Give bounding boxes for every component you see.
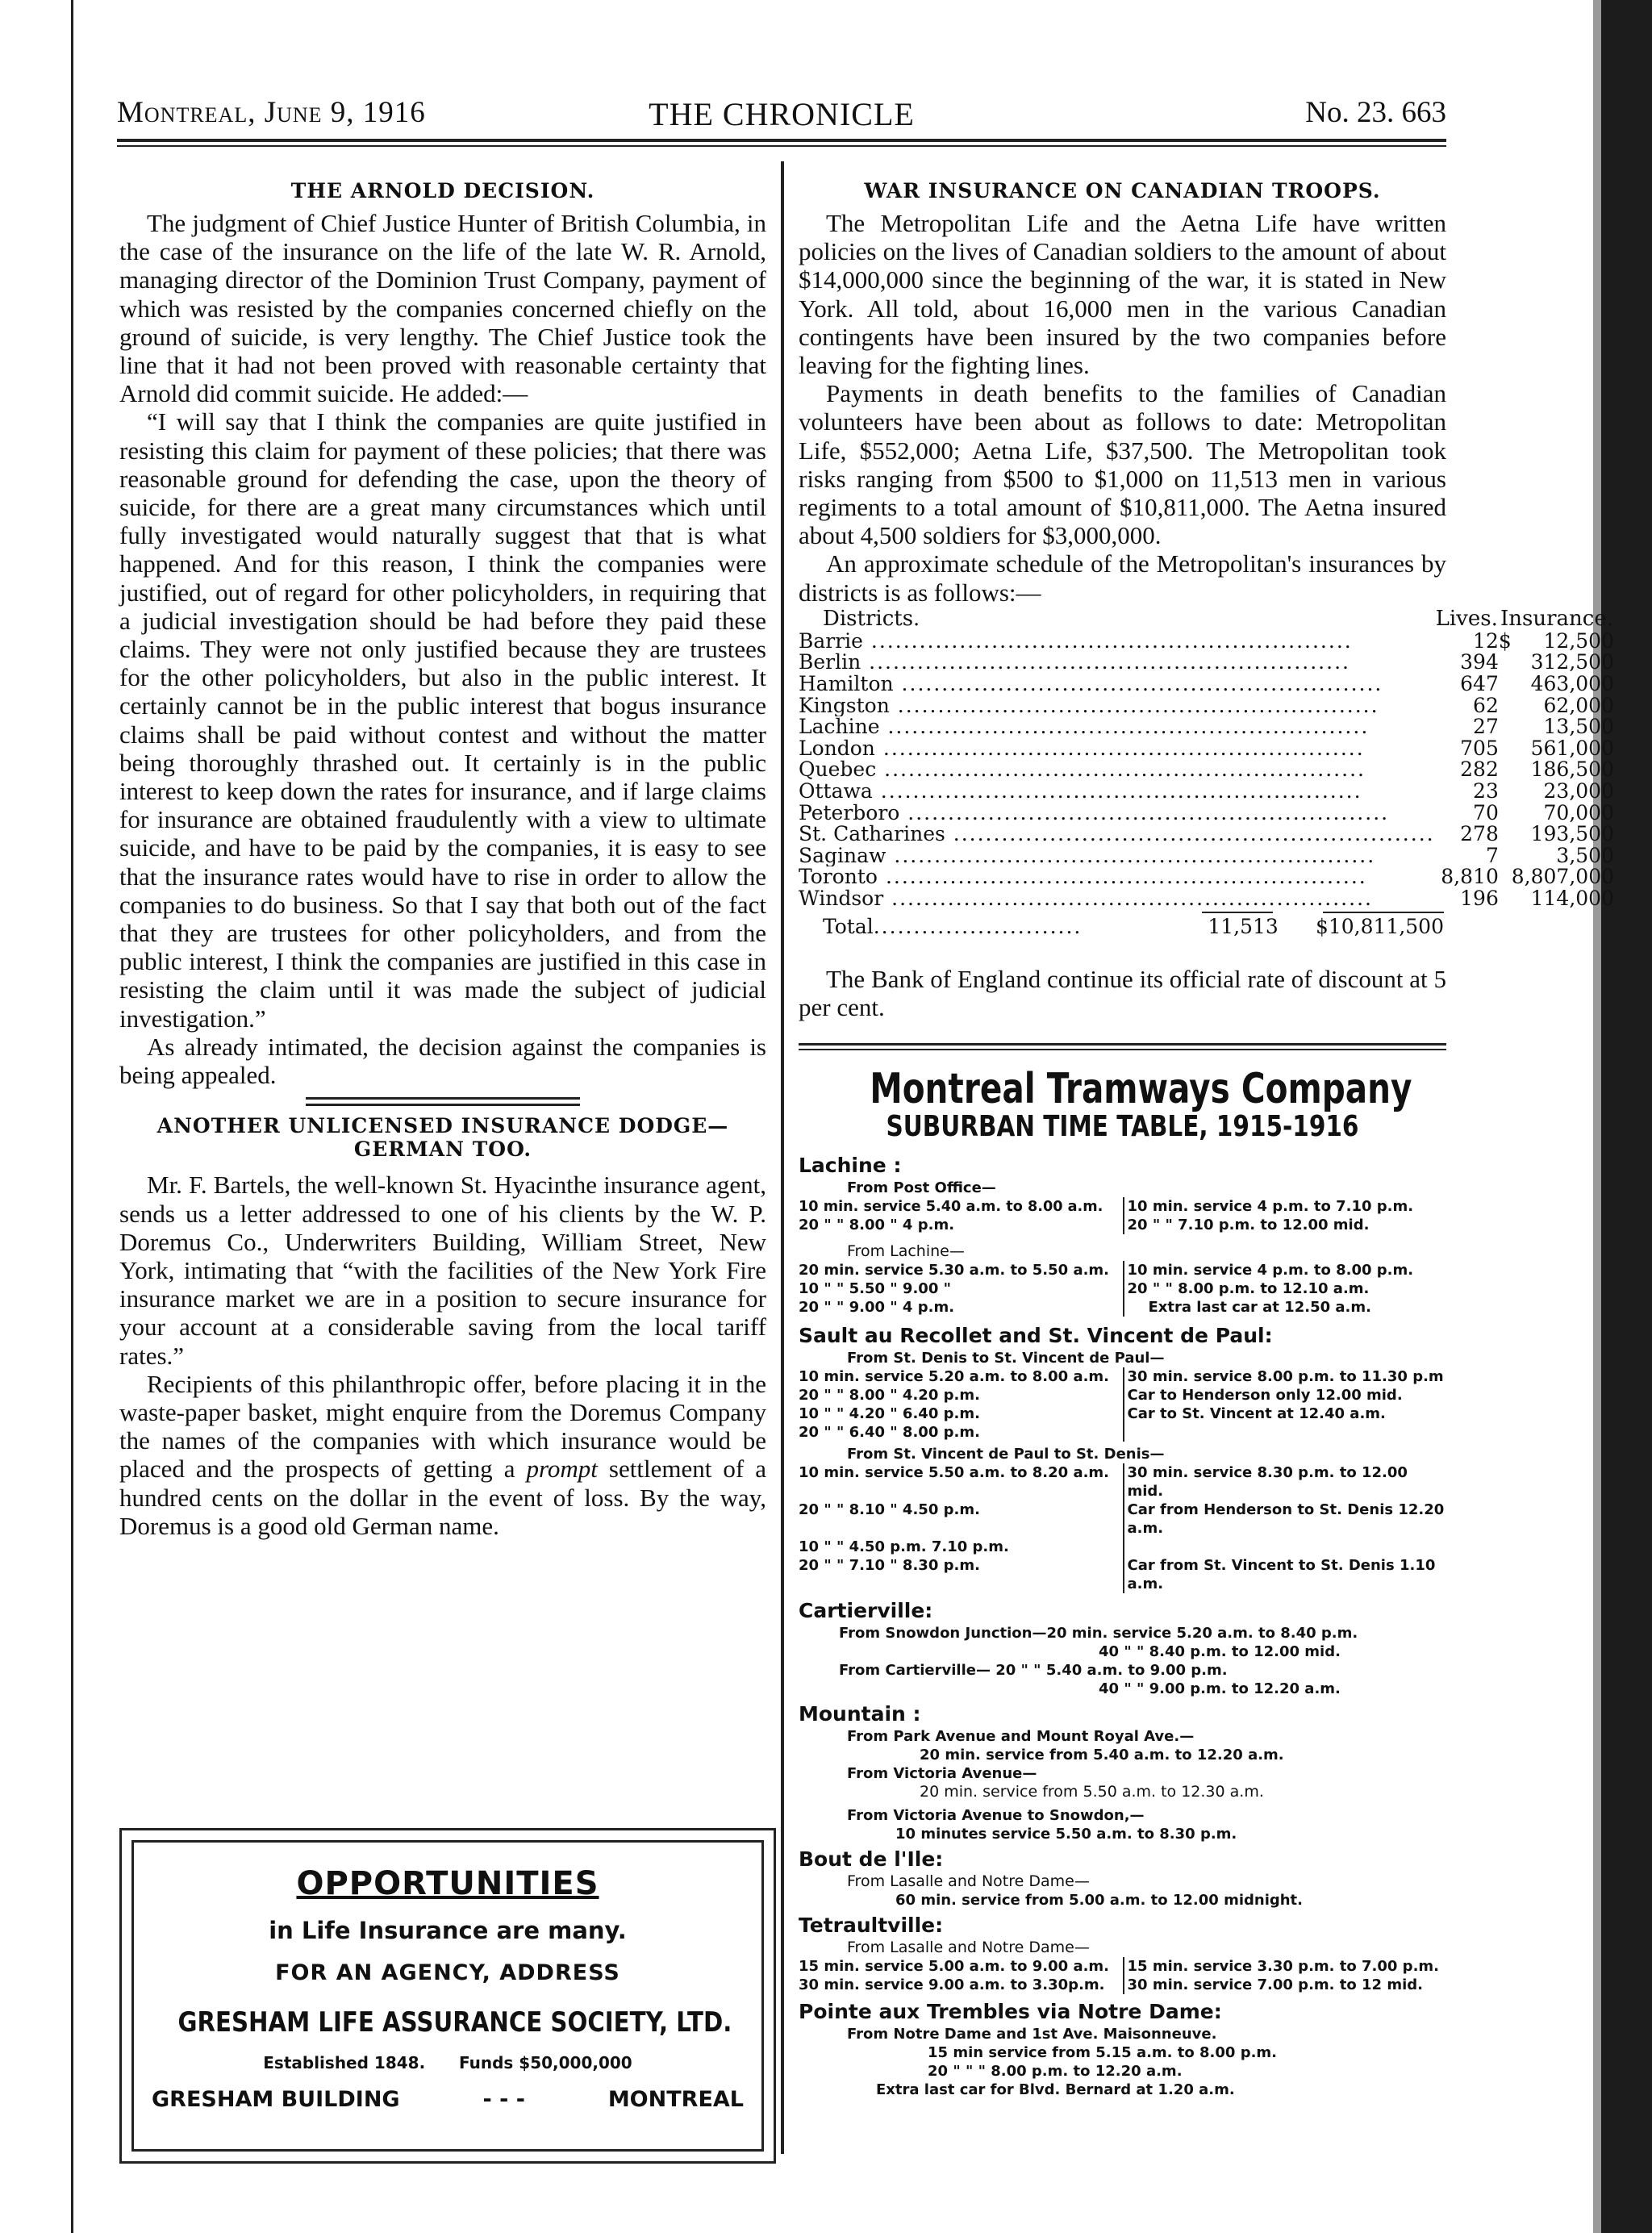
war-paragraph-2: Payments in death benefits to the families of Canadian volunteers have been about as follows to date: Metropolitan Life, $552,000; Aetna Life, $37,500. The Metropolitan took risks ranging from $500 to $1,000 on 11,513 men in various regiments to a total amount of $10,811,000. The Aetna insured about 4,500 soldiers for $3,000,000.: [799, 379, 1446, 550]
column-divider: [781, 161, 784, 2154]
st-denis-times: 10 min. service 5.20 a.m. to 8.00 a.m. 30 min. service 8.00 p.m. to 11.30 p.m 20 " " 8.00 " 4.20 p.m. Car to Henderson only 12.00 mid. 10 " " 4.20 " 6.40 p.m. Car to St. Vincent at 12.40 a.m. 20 " " 6.40 " 8.00 p.m.: [799, 1367, 1446, 1442]
district-lives: 27: [1473, 715, 1499, 739]
district-insurance: 8,807,000: [1511, 865, 1614, 889]
district-name: Berlin ............................................................: [799, 652, 1350, 674]
ad-address-line: [134, 2087, 761, 2112]
arnold-paragraph-1: The judgment of Chief Justice Hunter of British Columbia, in the case of the insurance on the life of the late W. R. Arnold, managing director of the Dominion Trust Company, payment of which was resisted by the companies concerned chiefly on the ground of suicide, is very lengthy. The Chief Justice took the line that it had not been proved with reasonable certainty that Arnold did commit suicide. He added:—: [119, 209, 766, 408]
district-name: Quebec ............................................................: [799, 759, 1366, 781]
ad-title: OPPORTUNITIES: [296, 1865, 599, 1902]
table-row: [799, 824, 1614, 845]
post-office-times: 10 min. service 5.40 a.m. to 8.00 a.m. 10 min. service 4 p.m. to 7.10 p.m. 20 " " 8.00 " 4 p.m. 20 " " 7.10 p.m. to 12.00 mid.: [799, 1197, 1446, 1234]
from-st-vincent: From St. Vincent de Paul to St. Denis—: [847, 1445, 1165, 1463]
district-lives: 282: [1460, 758, 1499, 782]
tram-title: Montreal Tramways Company: [870, 1064, 1412, 1113]
from-lachine: From Lachine—: [847, 1242, 965, 1260]
district-insurance: 23,000: [1543, 779, 1614, 803]
emphasis-prompt: prompt: [526, 1455, 598, 1484]
district-insurance: 3,500: [1556, 843, 1614, 867]
district-insurance: 561,000: [1530, 736, 1614, 760]
district-lives: 7: [1485, 843, 1499, 867]
currency-sign: [1499, 824, 1512, 845]
lachine-times: 20 min. service 5.30 a.m. to 5.50 a.m. 10 min. service 4 p.m. to 8.00 p.m. 10 " " 5.50 " 9.00 " 20 " " 8.00 p.m. to 12.10 a.m. 20 " " 9.00 " 4 p.m. Extra last car at 12.50 a.m.: [799, 1261, 1446, 1317]
right-column: [799, 173, 1614, 2099]
tram-subtitle: SUBURBAN TIME TABLE, 1915-1916: [886, 1109, 1359, 1143]
district-name: Kingston ............................................................: [799, 695, 1379, 717]
section-sault: Sault au Recollet and St. Vincent de Paul:: [799, 1323, 1273, 1347]
total-rules: [799, 910, 1446, 916]
district-insurance: 114,000: [1530, 886, 1614, 910]
currency-sign: [1499, 803, 1512, 824]
currency-sign: [1499, 652, 1512, 674]
district-name: Windsor ............................................................: [799, 887, 1373, 910]
war-paragraph-1: The Metropolitan Life and the Aetna Life have written policies on the lives of Canadian soldiers to the amount of about $14,000,000 since the beginning of the war, it is stated in New York. All told, about 16,000 men in the various Canadian contingents have been insured by the two companies before leaving for the fighting lines.: [799, 209, 1446, 380]
district-name: Toronto ............................................................: [799, 866, 1367, 888]
section-separator: [306, 1097, 580, 1106]
page-fold-line: [71, 0, 73, 2233]
dodge-paragraph-2: Recipients of this philanthropic offer, before placing it in the waste-paper basket, might enquire from the Doremus Company the names of the companies with which insurance would be placed and the prospects of getting a prompt settlement of a hundred cents on the dollar in the event of loss. By the way, Doremus is a good old German name.: [119, 1369, 766, 1540]
district-insurance: 463,000: [1530, 672, 1614, 696]
tetraultville-times: 15 min. service 5.00 a.m. to 9.00 a.m. 15 min. service 3.30 p.m. to 7.00 p.m. 30 min. service 9.00 a.m. to 3.30p.m. 30 min. service 7.00 p.m. to 12 mid.: [799, 1957, 1446, 1994]
page-edge-shadow: [1593, 0, 1601, 2233]
district-lives: 278: [1460, 822, 1499, 846]
total-label: Total: [823, 916, 874, 938]
table-row: [799, 652, 1614, 674]
table-row: [799, 866, 1614, 888]
section-lachine: Lachine :: [799, 1153, 902, 1177]
district-name: St. Catharines ............................................................: [799, 824, 1435, 845]
currency-sign: [1499, 888, 1512, 910]
ad-company-name: GRESHAM LIFE ASSURANCE SOCIETY, LTD.: [177, 2006, 732, 2039]
tram-separator: [799, 1043, 1446, 1050]
bank-paragraph: The Bank of England continue its official rate of discount at 5 per cent.: [799, 965, 1446, 1022]
district-lives: 70: [1473, 800, 1499, 824]
header-insurance: Insurance.: [1500, 606, 1613, 631]
war-heading: WAR INSURANCE ON CANADIAN TROOPS.: [864, 179, 1381, 202]
district-insurance: 70,000: [1543, 800, 1614, 824]
district-lives: 12: [1473, 628, 1499, 653]
currency-sign: [1499, 845, 1512, 867]
arnold-heading: THE ARNOLD DECISION.: [290, 179, 595, 202]
dodge-paragraph-1: Mr. F. Bartels, the well-known St. Hyacinthe insurance agent, sends us a letter addressed to one of his clients by the W. P. Doremus Co., Underwriters Building, William Street, New York, intimating that “with the facilities of the New York Fire insurance market we are in a position to secure insurance for your account at a considerable saving from the local tariff rates.”: [119, 1171, 766, 1370]
currency-sign: [1499, 674, 1512, 695]
table-total-row: Total.......................... 11,513 $10,811,500: [823, 914, 1444, 938]
district-lives: 196: [1460, 886, 1499, 910]
header-lives: Lives.: [1435, 606, 1498, 631]
currency-sign: [1499, 716, 1512, 738]
table-row: [799, 845, 1614, 867]
currency-sign: [1499, 866, 1512, 888]
header-rule-thin: [117, 145, 1446, 147]
district-lives: 394: [1460, 650, 1499, 674]
section-pointe-aux-trembles: Pointe aux Trembles via Notre Dame:: [799, 1999, 1222, 2023]
district-name: Barrie ............................................................: [799, 630, 1353, 653]
district-name: Saginaw ............................................................: [799, 845, 1376, 867]
dodge-heading-line-1: ANOTHER UNLICENSED INSURANCE DODGE—: [156, 1114, 729, 1138]
page-edge-dark: [1601, 0, 1652, 2233]
district-insurance: 62,000: [1543, 693, 1614, 717]
district-name: London ............................................................: [799, 737, 1365, 760]
running-header: [117, 95, 1446, 136]
arnold-paragraph-3: As already intimated, the decision against the companies is being appealed.: [119, 1032, 766, 1090]
total-lives: 11,513: [1208, 914, 1279, 938]
table-row: [799, 631, 1614, 653]
district-lives: 62: [1473, 693, 1499, 717]
war-paragraph-3: An approximate schedule of the Metropolitan's insurances by districts is as follows:—: [799, 549, 1446, 607]
header-title: THE CHRONICLE: [649, 96, 915, 132]
ad-agency-line: FOR AN AGENCY, ADDRESS: [275, 1960, 620, 1985]
district-insurance: 312,500: [1530, 650, 1614, 674]
currency-sign: [1499, 759, 1512, 781]
district-lives: 647: [1460, 672, 1499, 696]
currency-sign: [1499, 695, 1512, 717]
table-row: [799, 888, 1614, 910]
gresham-advertisement: [119, 1828, 776, 2164]
district-total-table: [799, 916, 1444, 938]
arnold-paragraph-2: “I will say that I think the companies are quite justified in resisting this claim for payment of these policies; that there was reasonable ground for defending the case, upon the theory of suicide, for there are a great many circumstances which until fully investigated would naturally suggest that that is what happened. And for this reason, I think the companies were justified, out of regard for other policyholders, in requiring that a judicial investigation should be had before they paid these claims. They were not only justified because they are trustees for the other policyholders, but also in the public interest. It certainly cannot be in the public interest that bogus insurance claims shall be paid without contest and without the matter being thoroughly thrashed out. It certainly is in the public interest to keep down the rates for insurance, and if large claims for insurance are obtained fraudulently with a view to ultimate suicide, and have to be paid by the companies, it is easy to see that the insurance rates would have to rise in order to allow the companies to do business. So that I say that both out of the fact that they are trustees for other policyholders, and from the public interest, I think the companies are justified in this case in resisting the claim until it was made the subject of judicial investigation.”: [119, 407, 766, 1033]
section-bout-de-lile: Bout de l'Ile:: [799, 1847, 944, 1871]
district-name: Hamilton ............................................................: [799, 674, 1383, 695]
district-insurance: 193,500: [1530, 822, 1614, 846]
from-st-denis: From St. Denis to St. Vincent de Paul—: [847, 1349, 1165, 1367]
table-row: [799, 781, 1614, 803]
header-date: Montreal, June 9, 1916: [117, 96, 426, 129]
table-row: [799, 716, 1614, 738]
table-row: [799, 695, 1614, 717]
header-rule: [117, 139, 1446, 142]
district-lives: 705: [1460, 736, 1499, 760]
district-name: Lachine ............................................................: [799, 716, 1370, 738]
currency-sign: [1499, 781, 1512, 803]
from-post-office: From Post Office—: [847, 1179, 996, 1196]
table-row: [799, 803, 1614, 824]
ad-subtitle: in Life Insurance are many.: [269, 1917, 627, 1944]
section-cartierville: Cartierville:: [799, 1598, 933, 1622]
district-insurance: 186,500: [1530, 758, 1614, 782]
district-schedule-table: [799, 607, 1614, 910]
ad-city: MONTREAL: [607, 2087, 744, 2112]
header-districts: Districts.: [823, 606, 920, 631]
dodge-heading-line-2: GERMAN TOO.: [353, 1137, 532, 1162]
tramways-timetable: Montreal Tramways Company SUBURBAN TIME TABLE, 1915-1916 Lachine : From Post Office— 10 min. service 5.40 a.m. to 8.00 a.m. 10 min. service 4 p.m. to 7.10 p.m. 20 " " 8.00 " 4 p.m. 20 " " 7.10 p.m. to 12.00 mid. From Lachine— 20 min. service 5.30 a.m. to 5.50 a.m. 10 min. service 4 p.m. to 8.00 p.m. 10 " " 5.50 " 9.00 " 20 " " 8.00 p.m. to 12.10 a.m. 20 " " 9.00 " 4 p.m. Extra last car at 12.50 a.m. Sault au Recollet and St. Vincent de Paul: From St. Denis to St. Vincent de Paul— 10 min. service 5.20 a.m. to 8.00 a.m. 30 min. service 8.00 p.m. to 11.30 p.m 20 " " 8.00 " 4.20 p.m. Car to Henderson only 12.00 mid. 10 " " 4.20 " 6.40 p.m. Car to St. Vincent at 12.40 a.m. 20 " " 6.40 " 8.00 p.m. From St. Vincent de Paul to St. Denis— 10 min. service 5.50 a.m. to 8.20 a.m. 30 min. service 8.30 p.m. to 12.00 mid. 20 " " 8.10 " 4.50 p.m. Car from Henderson to St. Denis 12.20 a.m. 10 " " 4.50 p.m. 7.10 p.m. 20 " " 7.10 " 8.30 p.m. Car from St. Vincent to St. Denis 1.10 a.m. Cartierville: From Snowdon Junction—20 min. service 5.20 a.m. to 8.40 p.m. 40 " " 8.40 p.m. to 12.00 mid. From Cartierville— 20 " " 5.40 a.m. to 9.00 p.m. 40 " " 9.00 p.m. to 12.20 a.m. Mountain : From Park Avenue and Mount Royal Ave.— 20 min. service from 5.40 a.m. to 12.20 a.m. From Victoria Avenue— 20 min. service from 5.50 a.m. to 12.30 a.m. From Victoria Avenue to Snowdon,— 10 minutes service 5.50 a.m. to 8.30 p.m. Bout de l'Ile: From Lasalle and Notre Dame— 60 min. service from 5.00 a.m. to 12.00 midnight. Tetraultville: From Lasalle and Notre Dame— 15 min. service 5.00 a.m. to 9.00 a.m. 15 min. service 3.30 p.m. to 7.00 p.m. 30 min. service 9.00 a.m. to 3.30p.m. 30 min. service 7.00 p.m. to 12 mid. Pointe aux Trembles via Notre Dame: From Notre Dame and 1st Ave. Maisonneuve. 15 min service from 5.15 a.m. to 8.00 p.m. 20 " " " 8.00 p.m. to 12.20 a.m. Extra last car for Blvd. Bernard at 1.20 a.m.: [799, 1065, 1446, 2099]
district-name: Ottawa ............................................................: [799, 781, 1362, 803]
district-insurance: 13,500: [1543, 715, 1614, 739]
ad-dashes: - - -: [482, 2087, 525, 2112]
page-margin-left: [0, 0, 48, 2233]
header-page-number: No. 23. 663: [1305, 96, 1446, 129]
table-row: [799, 674, 1614, 695]
ad-building: GRESHAM BUILDING: [152, 2087, 400, 2112]
ad-established-funds: Established 1848. Funds $50,000,000: [263, 2053, 632, 2072]
district-insurance: 12,500: [1543, 628, 1614, 653]
section-mountain: Mountain :: [799, 1701, 921, 1726]
st-vincent-times: 10 min. service 5.50 a.m. to 8.20 a.m. 30 min. service 8.30 p.m. to 12.00 mid. 20 " " 8.10 " 4.50 p.m. Car from Henderson to St. Denis 12.20 a.m. 10 " " 4.50 p.m. 7.10 p.m. 20 " " 7.10 " 8.30 p.m. Car from St. Vincent to St. Denis 1.10 a.m.: [799, 1463, 1446, 1593]
table-row: [799, 759, 1614, 781]
table-header-row: [799, 607, 1614, 631]
currency-sign: [1499, 738, 1512, 760]
district-lives: 8,810: [1441, 865, 1499, 889]
district-name: Peterboro ............................................................: [799, 802, 1390, 824]
table-row: [799, 738, 1614, 760]
left-column: [119, 173, 766, 1540]
section-tetraultville: Tetraultville:: [799, 1913, 944, 1937]
total-insurance: $10,811,500: [1315, 914, 1444, 938]
currency-sign: $: [1498, 628, 1512, 653]
district-lives: 23: [1473, 779, 1499, 803]
